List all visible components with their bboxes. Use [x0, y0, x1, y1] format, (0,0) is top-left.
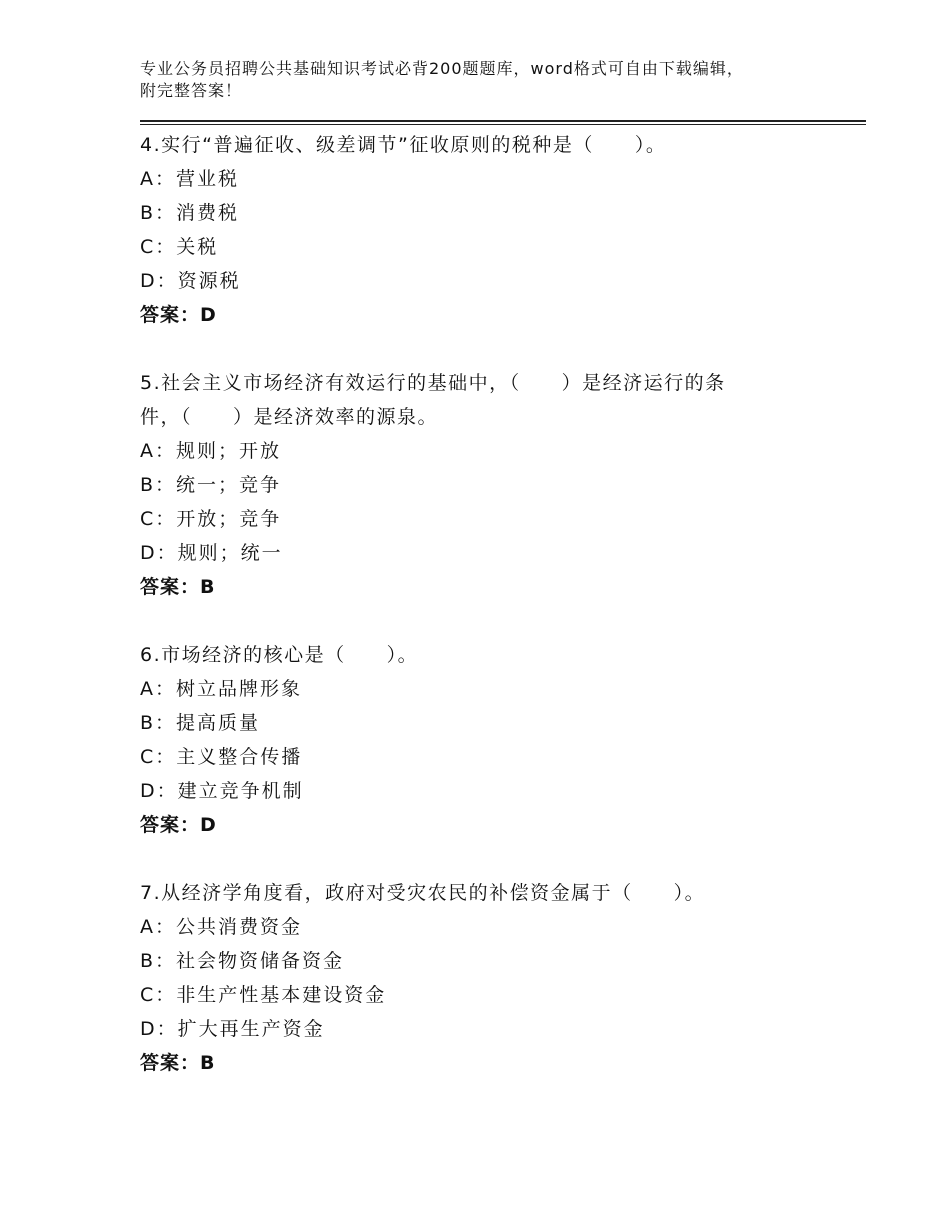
header-line-2: 附完整答案！	[140, 81, 243, 100]
question-stem: 7.从经济学角度看，政府对受灾农民的补偿资金属于（ ）。	[140, 882, 706, 904]
option-c: C：主义整合传播	[140, 746, 303, 768]
question-stem-continued: 件，（ ）是经济效率的源泉。	[140, 406, 439, 428]
option-c: C：关税	[140, 236, 219, 258]
question-stem: 4.实行“普遍征收、级差调节”征收原则的税种是（ ）。	[140, 134, 667, 156]
question-stem: 6.市场经济的核心是（ ）。	[140, 644, 419, 666]
answer-label: 答案：B	[140, 576, 216, 598]
option-b: B：提高质量	[140, 712, 261, 734]
option-b: B：消费税	[140, 202, 240, 224]
option-a: A：规则；开放	[140, 440, 281, 462]
option-a: A：营业税	[140, 168, 239, 190]
question-list	[140, 128, 860, 1114]
answer-label: 答案：D	[140, 304, 217, 326]
option-c: C：开放；竞争	[140, 508, 282, 530]
question-7	[140, 876, 860, 1080]
option-d: D：规则；统一	[140, 542, 283, 564]
document-header	[140, 58, 840, 102]
option-b: B：统一；竞争	[140, 474, 282, 496]
question-4	[140, 128, 860, 332]
question-5	[140, 366, 860, 604]
option-b: B：社会物资储备资金	[140, 950, 345, 972]
answer-label: 答案：B	[140, 1052, 216, 1074]
option-a: A：树立品牌形象	[140, 678, 302, 700]
option-d: D：建立竞争机制	[140, 780, 304, 802]
question-6	[140, 638, 860, 842]
option-a: A：公共消费资金	[140, 916, 302, 938]
option-d: D：扩大再生产资金	[140, 1018, 325, 1040]
header-line-1: 专业公务员招聘公共基础知识考试必背200题题库，word格式可自由下载编辑，	[140, 59, 744, 78]
header-divider-thick	[140, 120, 866, 122]
question-stem: 5.社会主义市场经济有效运行的基础中，（ ）是经济运行的条	[140, 372, 726, 394]
answer-label: 答案：D	[140, 814, 217, 836]
option-d: D：资源税	[140, 270, 241, 292]
header-divider-thin	[140, 124, 866, 125]
option-c: C：非生产性基本建设资金	[140, 984, 387, 1006]
